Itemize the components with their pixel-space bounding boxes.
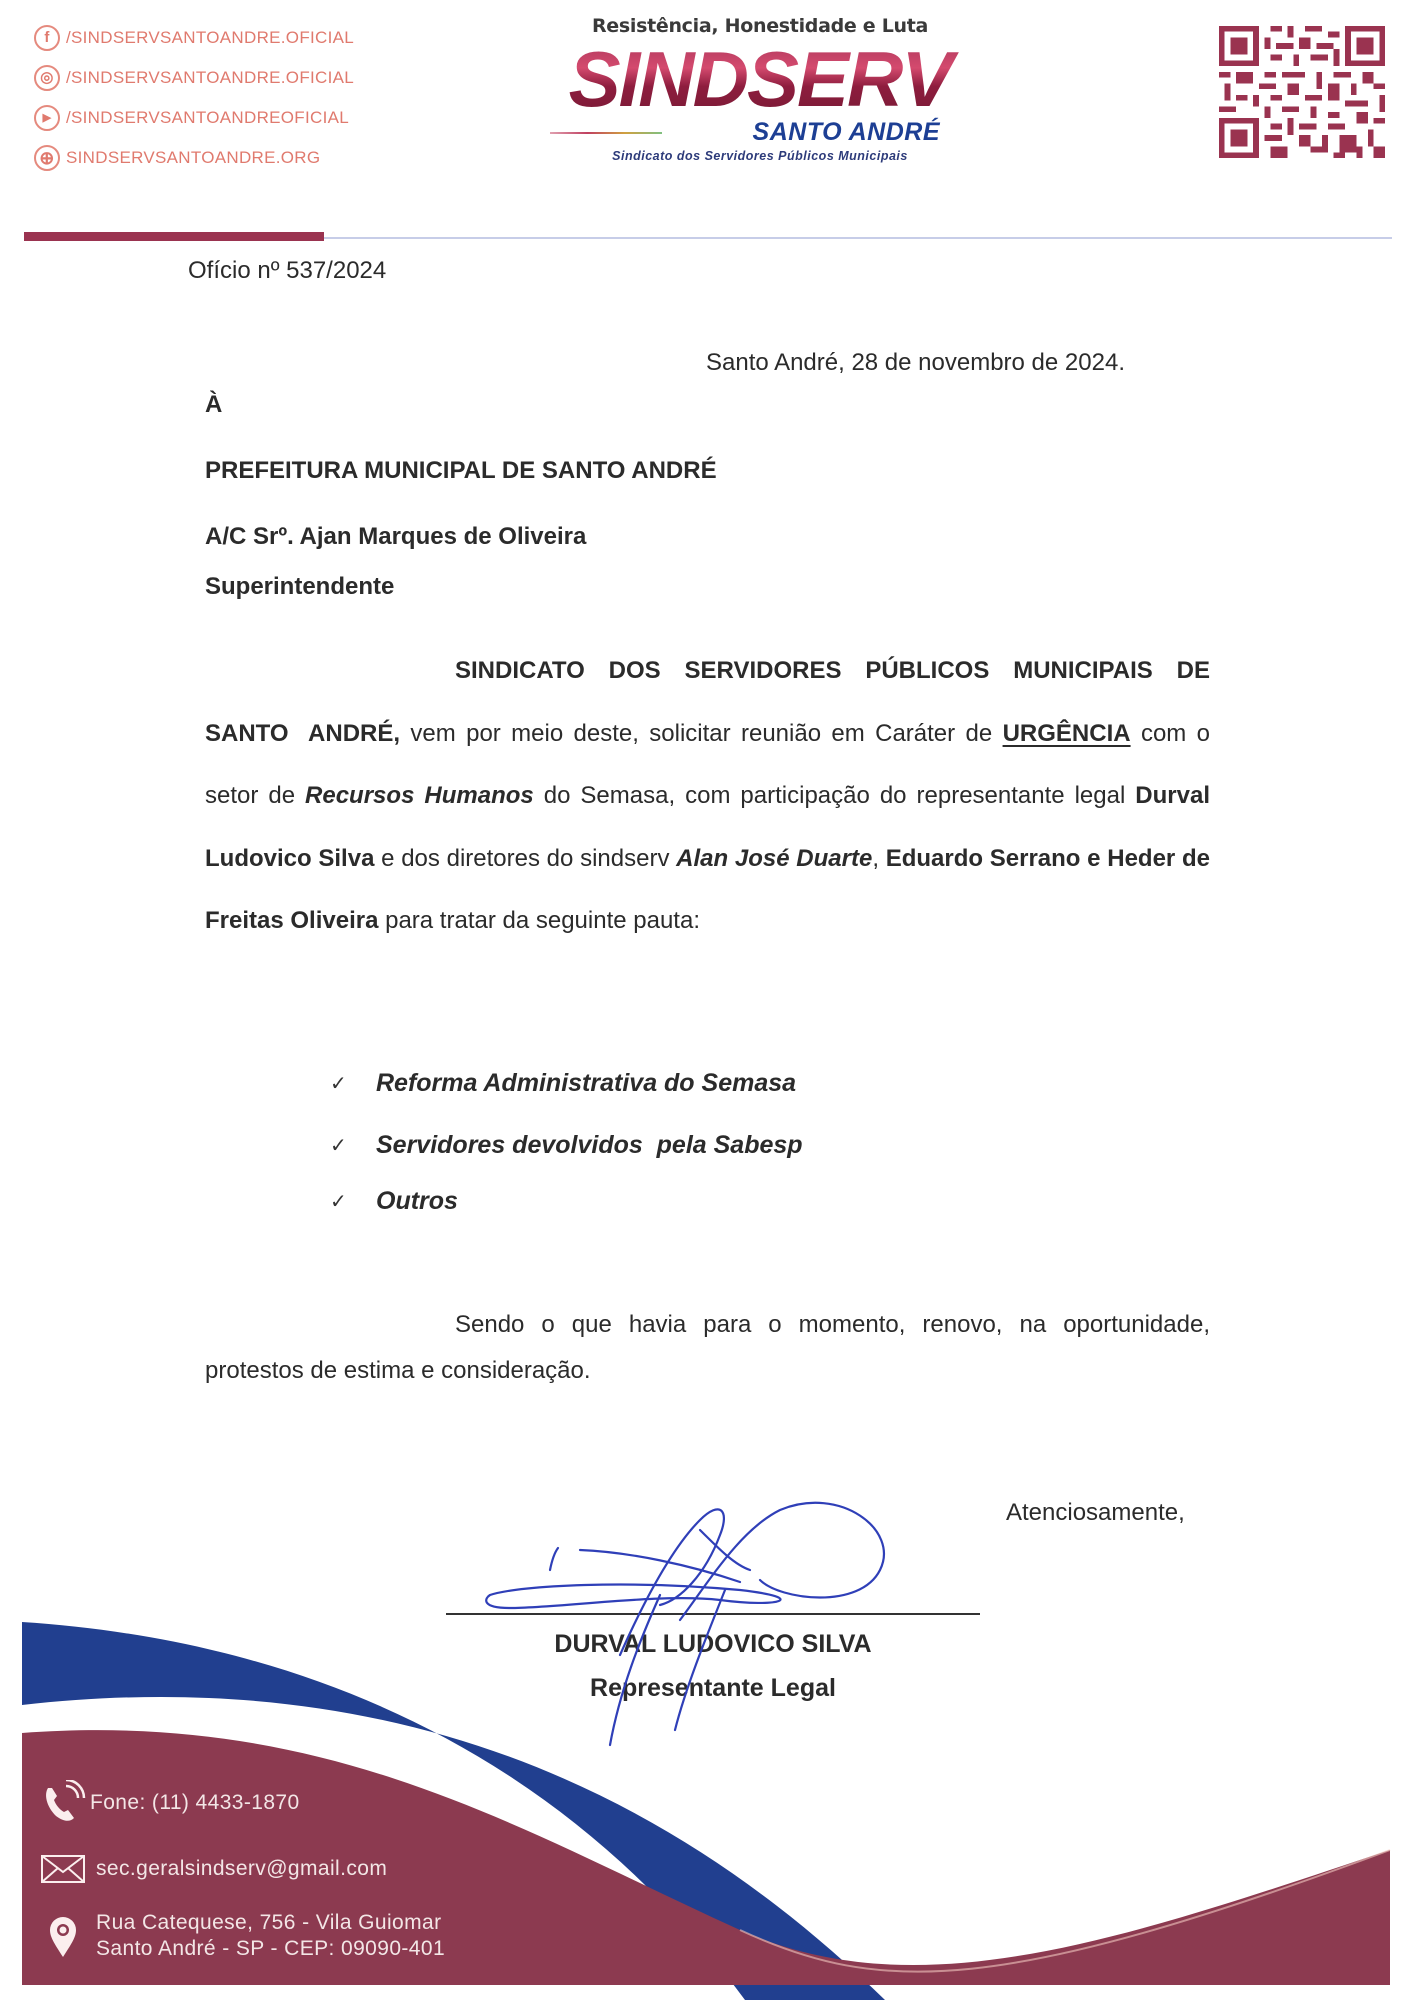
header-divider bbox=[324, 237, 1392, 239]
union-logo bbox=[540, 12, 980, 162]
footer-phone[interactable] bbox=[40, 1778, 445, 1828]
document-reference: Ofício nº 537/2024 bbox=[188, 257, 387, 284]
closing-paragraph bbox=[205, 1302, 1210, 1394]
salutation: À bbox=[205, 391, 223, 418]
checkmark-icon: ✓ bbox=[330, 1190, 347, 1213]
logo-subtitle bbox=[540, 118, 980, 146]
agenda-list bbox=[330, 1052, 803, 1226]
body-text: com o setor de bbox=[205, 719, 1210, 809]
phone-icon bbox=[40, 1780, 86, 1826]
social-links bbox=[34, 18, 354, 178]
body-text: do Semasa, com participação do representante legal bbox=[533, 782, 1136, 809]
footer-address bbox=[40, 1910, 445, 1962]
agenda-item bbox=[330, 1052, 803, 1114]
qr-code-icon[interactable] bbox=[1218, 26, 1386, 158]
logo-name: SINDSERV bbox=[540, 42, 980, 116]
body-text: para tratar da seguinte pauta: bbox=[378, 907, 700, 934]
footer-contacts bbox=[40, 1778, 445, 1962]
logo-description: Sindicato dos Servidores Públicos Municipais bbox=[612, 149, 908, 163]
sector-name: Recursos Humanos bbox=[305, 782, 534, 809]
recipient-organization: PREFEITURA MUNICIPAL DE SANTO ANDRÉ bbox=[205, 457, 717, 484]
checkmark-icon: ✓ bbox=[330, 1072, 347, 1095]
social-link-label: /SINDSERVSANTOANDRE.OFICIAL bbox=[66, 28, 355, 47]
logo-tagline: Resistência, Honestidade e Luta bbox=[591, 15, 929, 37]
footer-email-text: sec.geralsindserv@gmail.com bbox=[96, 1857, 388, 1880]
youtube-icon: ▶ bbox=[34, 105, 60, 131]
social-link-label: /SINDSERVSANTOANDRE.OFICIAL bbox=[66, 68, 355, 87]
social-link-label: /SINDSERVSANTOANDREOFICIAL bbox=[66, 108, 350, 127]
urgency-text: URGÊNCIA bbox=[1002, 719, 1131, 747]
header-divider-accent bbox=[24, 232, 324, 241]
footer-address-line1: Rua Catequese, 756 - Vila Guiomar bbox=[96, 1911, 442, 1934]
document-date: Santo André, 28 de novembro de 2024. bbox=[706, 349, 1125, 376]
agenda-item bbox=[330, 1114, 803, 1176]
instagram-icon: ◎ bbox=[34, 65, 60, 91]
social-link-website[interactable] bbox=[34, 138, 354, 178]
letter-body bbox=[205, 640, 1210, 953]
social-link-instagram[interactable] bbox=[34, 58, 354, 98]
agenda-item-label: Servidores devolvidos pela Sabesp bbox=[376, 1131, 803, 1159]
globe-icon: ⊕ bbox=[34, 145, 60, 171]
location-pin-icon bbox=[40, 1913, 86, 1959]
agenda-item-label: Outros bbox=[376, 1187, 458, 1215]
signatory-name: DURVAL LUDOVICO SILVA bbox=[554, 1630, 872, 1658]
director-name: Alan José Duarte bbox=[676, 844, 873, 872]
envelope-icon bbox=[40, 1854, 86, 1884]
footer-address-line2: Santo André - SP - CEP: 09090-401 bbox=[96, 1937, 446, 1960]
closing-text: Sendo o que havia para o momento, renovo, na oportunidade, protestos de estima e consideração. bbox=[205, 1311, 1210, 1384]
sender-name: SINDICATO DOS SERVIDORES PÚBLICOS MUNICIPAIS DE SANTO ANDRÉ, bbox=[205, 657, 1210, 747]
social-link-label: SINDSERVSANTOANDRE.ORG bbox=[66, 148, 321, 167]
social-link-facebook[interactable] bbox=[34, 18, 354, 58]
body-text: , bbox=[872, 844, 886, 872]
legal-representative: Durval Ludovico Silva bbox=[205, 782, 1210, 872]
footer-email[interactable] bbox=[40, 1844, 445, 1894]
footer-address-lines bbox=[96, 1910, 445, 1962]
recipient-title: Superintendente bbox=[205, 573, 395, 600]
logo-divider bbox=[550, 132, 662, 134]
agenda-item-label: Reforma Administrativa do Semasa bbox=[376, 1069, 797, 1097]
body-text: vem por meio deste, solicitar reunião em Caráter de bbox=[400, 719, 1003, 747]
social-link-youtube[interactable] bbox=[34, 98, 354, 138]
agenda-item bbox=[330, 1176, 803, 1226]
body-text: e dos diretores do sindserv bbox=[374, 844, 677, 872]
signature-line bbox=[446, 1613, 980, 1615]
recipient-name: A/C Srº. Ajan Marques de Oliveira bbox=[205, 523, 587, 550]
logo-city: SANTO ANDRÉ bbox=[752, 118, 940, 146]
signatory-role: Representante Legal bbox=[590, 1674, 836, 1702]
facebook-icon: f bbox=[34, 25, 60, 51]
director-names: Eduardo Serrano e Heder de Freitas Oliveira bbox=[205, 844, 1210, 934]
footer-phone-text: Fone: (11) 4433-1870 bbox=[90, 1791, 300, 1814]
regards: Atenciosamente, bbox=[1006, 1499, 1185, 1526]
checkmark-icon: ✓ bbox=[330, 1134, 347, 1157]
